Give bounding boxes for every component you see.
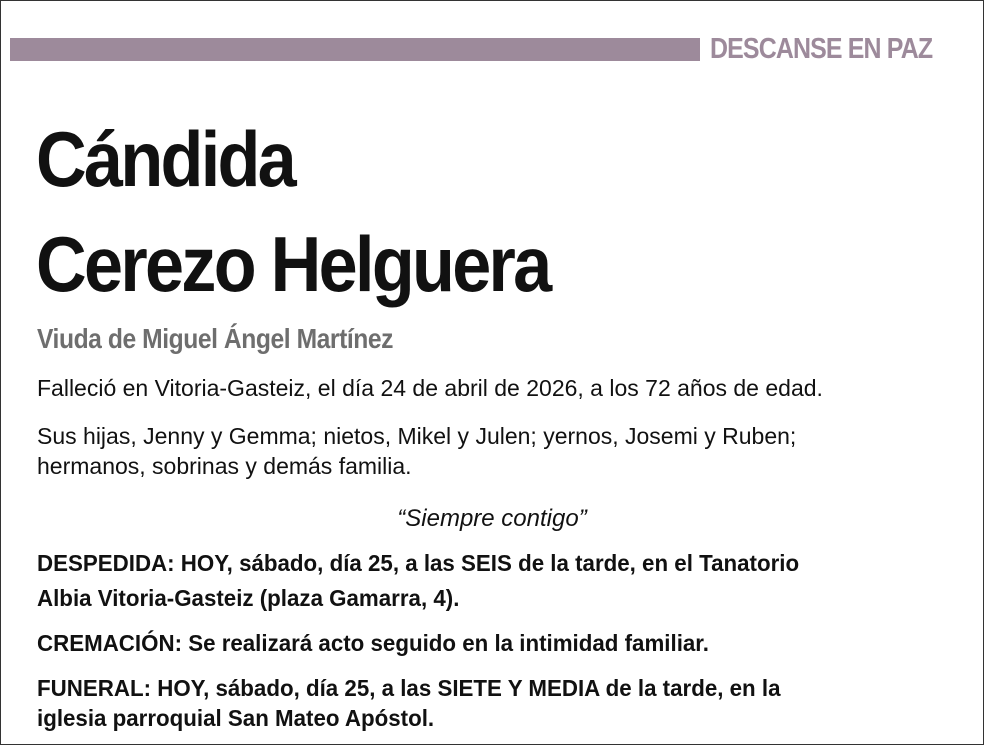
death-notice: Falleció en Vitoria-Gasteiz, el día 24 de abril de 2026, a los 72 años de edad. xyxy=(37,375,823,401)
despedida-line-2: Albia Vitoria-Gasteiz (plaza Gamarra, 4). xyxy=(37,585,460,611)
quote: “Siempre contigo” xyxy=(397,505,587,532)
funeral-line-1: FUNERAL: HOY, sábado, día 25, a las SIETE Y MEDIA de la tarde, en la xyxy=(37,675,781,701)
cremacion-line: CREMACIÓN: Se realizará acto seguido en la intimidad familiar. xyxy=(37,630,709,656)
deceased-first-name: Cándida xyxy=(36,115,295,203)
family-line-1: Sus hijas, Jenny y Gemma; nietos, Mikel y Julen; yernos, Josemi y Ruben; xyxy=(37,423,797,449)
family-line-2: hermanos, sobrinas y demás familia. xyxy=(37,453,412,479)
relation-line: Viuda de Miguel Ángel Martínez xyxy=(37,323,394,354)
deceased-surnames: Cerezo Helguera xyxy=(36,220,550,308)
section-label: DESCANSE EN PAZ xyxy=(710,33,933,65)
despedida-line-1: DESPEDIDA: HOY, sábado, día 25, a las SEIS de la tarde, en el Tanatorio xyxy=(37,550,800,576)
funeral-line-2: iglesia parroquial San Mateo Apóstol. xyxy=(37,705,435,731)
header-bar xyxy=(10,38,700,61)
